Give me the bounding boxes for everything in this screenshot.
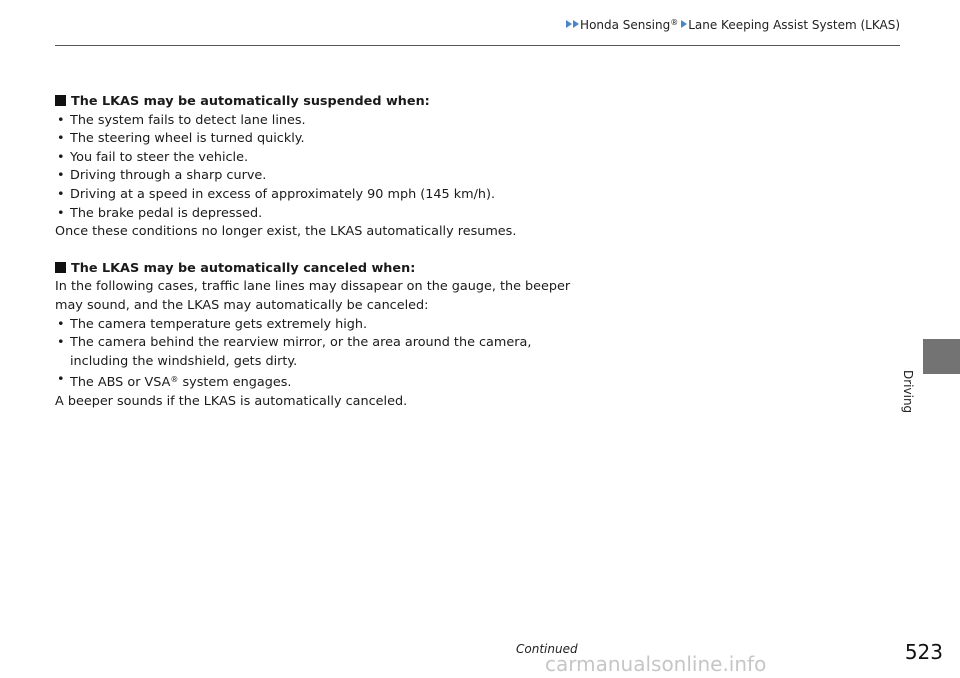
breadcrumb	[566, 18, 900, 32]
watermark-text: carmanualsonline.info	[545, 652, 767, 676]
suspended-conditions-list	[55, 112, 575, 224]
square-bullet-icon	[55, 262, 66, 273]
registered-mark: ®	[670, 18, 679, 27]
beeper-note: A beeper sounds if the LKAS is automatically canceled.	[55, 393, 408, 409]
header-divider	[55, 45, 900, 46]
list-item: • The brake pedal is depressed.	[55, 205, 575, 224]
breadcrumb-arrow-icon	[566, 20, 572, 28]
square-bullet-icon	[55, 95, 66, 106]
side-tab-label: Driving	[901, 370, 915, 414]
canceled-conditions-list	[55, 316, 575, 393]
abs-text-end: system engages.	[178, 375, 292, 391]
breadcrumb-arrow-icon	[681, 20, 687, 28]
continued-label: Continued	[516, 642, 578, 656]
breadcrumb-item-honda-sensing[interactable]: Honda Sensing	[580, 18, 671, 32]
resume-note: Once these conditions no longer exist, the LKAS automatically resumes.	[55, 224, 517, 240]
list-item: • The camera behind the rearview mirror, or the area around the camera, including the windshield, gets dirty.	[55, 334, 575, 371]
section-tab-marker	[923, 339, 960, 374]
list-item	[55, 371, 575, 393]
section-heading-text: The LKAS may be automatically suspended when:	[71, 94, 430, 109]
breadcrumb-arrow-icon	[573, 20, 579, 28]
list-item: • You fail to steer the vehicle.	[55, 149, 575, 168]
list-item: • The steering wheel is turned quickly.	[55, 130, 575, 149]
canceled-intro: In the following cases, traffic lane lines may dissapear on the gauge, the beeper may sound, and the LKAS may automatically be canceled:	[55, 279, 571, 313]
section-heading-suspended	[55, 93, 575, 112]
list-item: • The camera temperature gets extremely high.	[55, 316, 575, 335]
abs-text: The ABS or VSA	[70, 375, 171, 391]
list-item: • Driving through a sharp curve.	[55, 167, 575, 186]
breadcrumb-item-lkas[interactable]: Lane Keeping Assist System (LKAS)	[688, 18, 900, 32]
section-heading-text: The LKAS may be automatically canceled when:	[71, 260, 416, 276]
list-item: • Driving at a speed in excess of approximately 90 mph (145 km/h).	[55, 186, 575, 205]
registered-mark: ®	[170, 375, 179, 385]
list-item: • The system fails to detect lane lines.	[55, 112, 575, 131]
section-heading-canceled	[55, 260, 575, 279]
page-number: 523	[904, 640, 943, 664]
page-content	[55, 93, 575, 412]
